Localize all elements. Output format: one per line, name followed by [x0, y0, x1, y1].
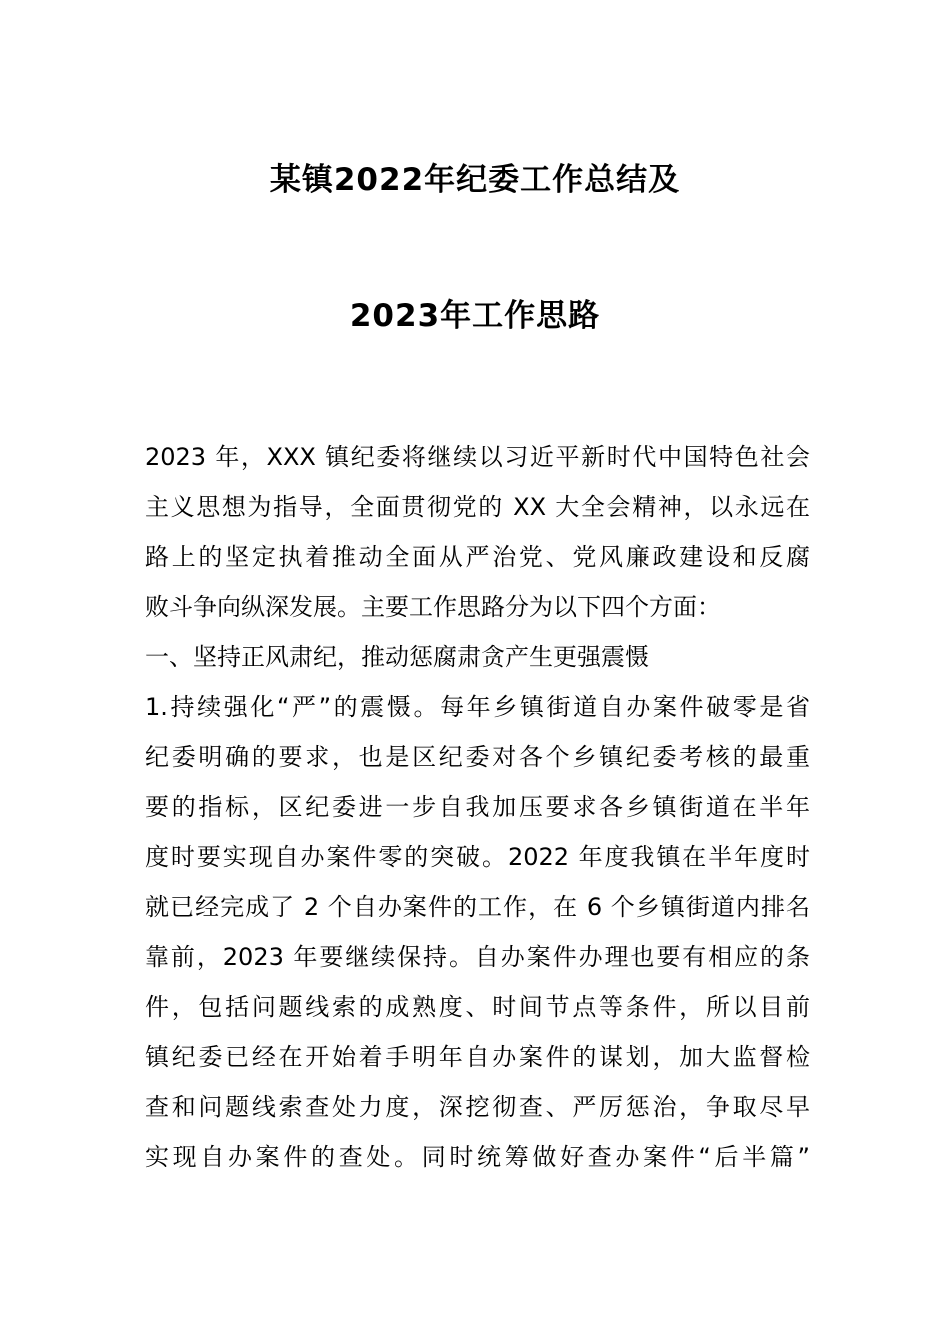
- paragraph-line: 主义思想为指导，全面贯彻党的 XX 大全会精神，以永远在: [145, 493, 810, 521]
- paragraph-line: 败斗争向纵深发展。主要工作思路分为以下四个方面：: [145, 593, 721, 621]
- paragraph-line: 1.持续强化“严”的震慑。每年乡镇街道自办案件破零是省: [145, 693, 810, 721]
- document-title-line1: 某镇2022年纪委工作总结及: [269, 162, 681, 198]
- paragraph-line: 要的指标，区纪委进一步自我加压要求各乡镇街道在半年: [145, 793, 810, 821]
- paragraph-line: 就已经完成了 2 个自办案件的工作，在 6 个乡镇街道内排名: [145, 893, 810, 921]
- paragraph-line: 靠前，2023 年要继续保持。自办案件办理也要有相应的条: [145, 943, 810, 971]
- paragraph-line: 2023 年，XXX 镇纪委将继续以习近平新时代中国特色社会: [145, 443, 810, 471]
- paragraph-line: 纪委明确的要求，也是区纪委对各个乡镇纪委考核的最重: [145, 743, 810, 771]
- paragraph-line: 路上的坚定执着推动全面从严治党、党风廉政建设和反腐: [145, 543, 810, 571]
- paragraph-line: 度时要实现自办案件零的突破。2022 年度我镇在半年度时: [145, 843, 810, 871]
- paragraph-line: 件，包括问题线索的成熟度、时间节点等条件，所以目前: [145, 993, 810, 1021]
- paragraph-line: 镇纪委已经在开始着手明年自办案件的谋划，加大监督检: [145, 1043, 810, 1071]
- paragraph-line: 实现自办案件的查处。同时统筹做好查办案件“后半篇”: [145, 1143, 810, 1171]
- section-heading: 一、坚持正风肃纪，推动惩腐肃贪产生更强震慑: [145, 643, 649, 671]
- paragraph-line: 查和问题线索查处力度，深挖彻查、严厉惩治，争取尽早: [145, 1093, 810, 1121]
- document-title-line2: 2023年工作思路: [349, 298, 601, 334]
- document-body: [145, 432, 810, 1182]
